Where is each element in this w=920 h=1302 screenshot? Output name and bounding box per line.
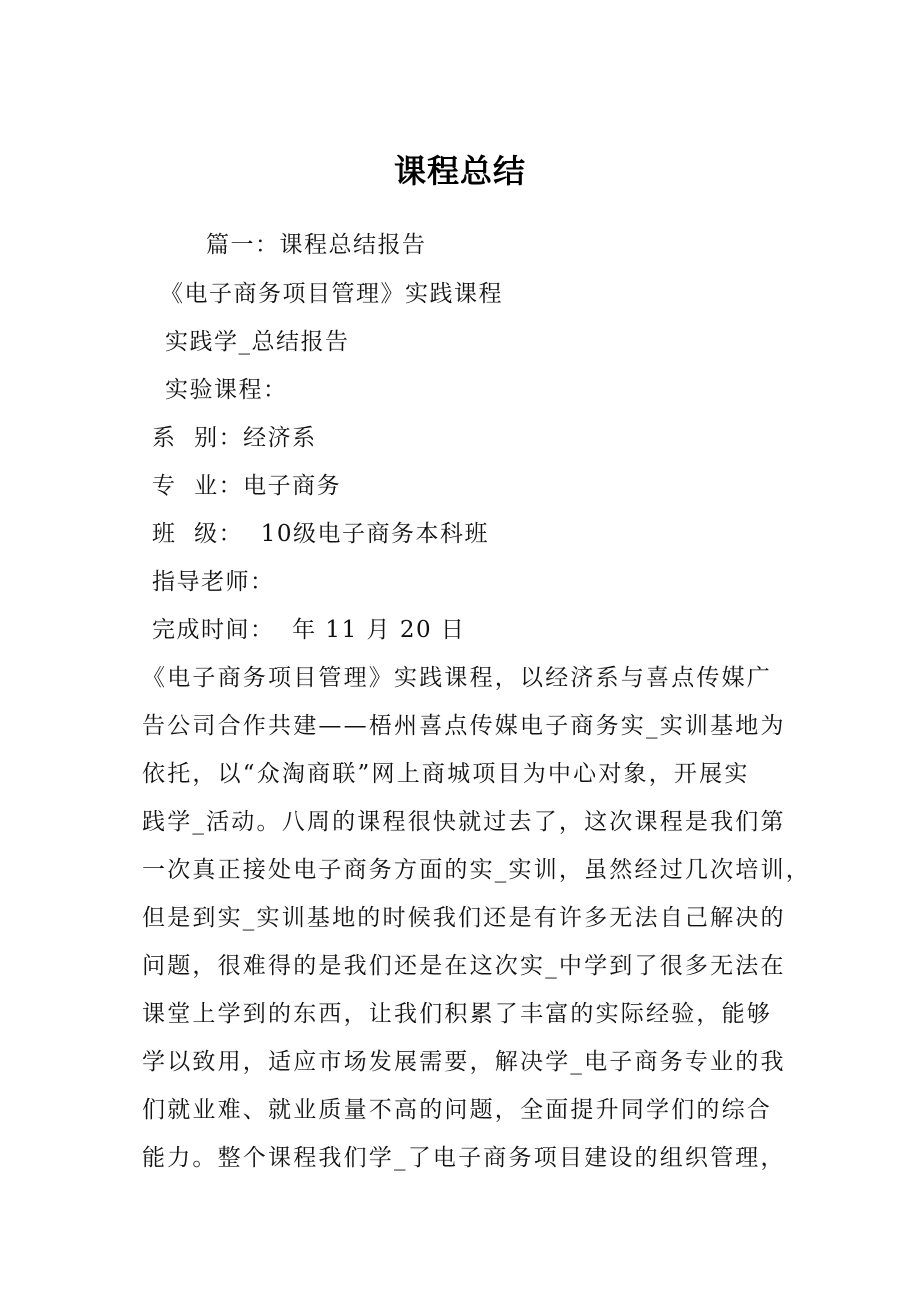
course-name: 《电子商务项目管理》实践课程 xyxy=(160,281,503,307)
body-line: 问题，很难得的是我们还是在这次实_中学到了很多无法在 xyxy=(142,953,786,979)
report-type: 实践学_总结报告 xyxy=(165,329,350,355)
class-field: 班 级： 10级电子商务本科班 xyxy=(152,521,490,547)
body-line: 一次真正接处电子商务方面的实_实训，虽然经过几次培训， xyxy=(142,857,811,883)
section-heading: 篇一：课程总结报告 xyxy=(206,232,427,258)
body-line: 践学_活动。八周的课程很快就过去了，这次课程是我们第 xyxy=(142,809,786,835)
body-line: 但是到实_实训基地的时候我们还是有许多无法自己解决的 xyxy=(142,905,786,931)
department-field: 系 别：经济系 xyxy=(152,425,317,451)
body-line: 《电子商务项目管理》实践课程，以经济系与喜点传媒广 xyxy=(142,665,772,691)
body-line: 学以致用，适应市场发展需要，解决学_电子商务专业的我 xyxy=(142,1049,786,1075)
experiment-course-label: 实验课程： xyxy=(165,377,288,403)
body-line: 能力。整个课程我们学_了电子商务项目建设的组织管理， xyxy=(142,1145,786,1171)
body-line: 课堂上学到的东西，让我们积累了丰富的实际经验，能够 xyxy=(142,1001,772,1027)
document-title: 课程总结 xyxy=(393,152,526,190)
advisor-field: 指导老师： xyxy=(152,569,275,595)
completion-date-field: 完成时间： 年 11 月 20 日 xyxy=(152,617,466,643)
body-line: 们就业难、就业质量不高的问题，全面提升同学们的综合 xyxy=(142,1097,772,1123)
body-line: 告公司合作共建——梧州喜点传媒电子商务实_实训基地为 xyxy=(142,713,786,739)
body-line: 依托，以“众淘商联”网上商城项目为中心对象，开展实 xyxy=(142,761,750,787)
major-field: 专 业：电子商务 xyxy=(152,473,342,499)
